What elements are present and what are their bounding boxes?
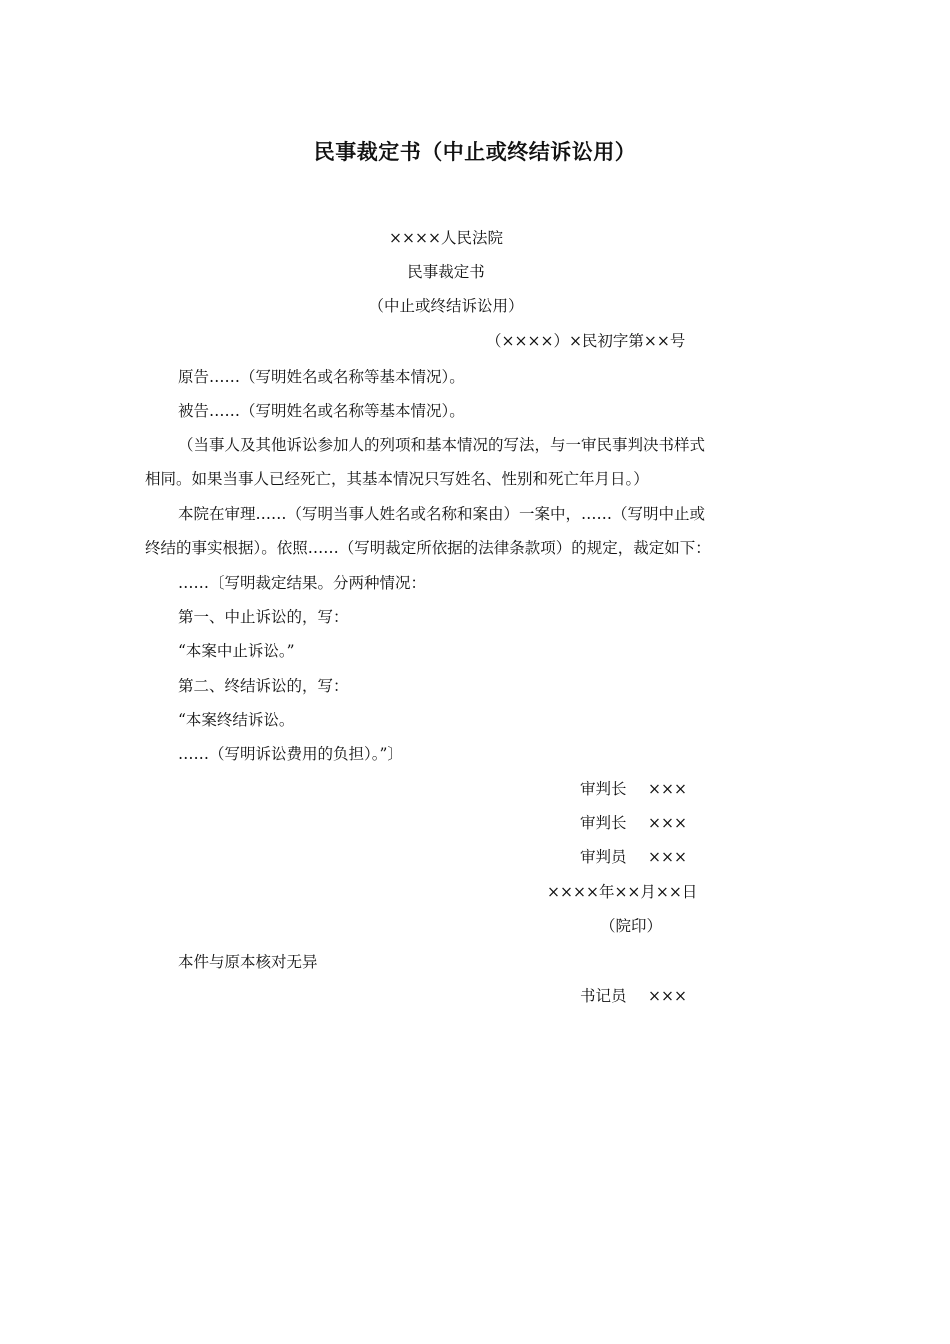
- document-title: 民事裁定书（中止或终结诉讼用）: [313, 139, 637, 164]
- cost-text: ……（写明诉讼费用的负担）。”〕: [178, 745, 403, 763]
- case-number: （××××）×民初字第××号: [486, 332, 686, 350]
- signature-clerk: [580, 985, 687, 1007]
- signature-role: 审判员: [580, 848, 627, 866]
- doc-subtype: （中止或终结诉讼用）: [368, 297, 524, 315]
- body-line-1: 本院在审理……（写明当事人姓名或名称和案由）一案中，……（写明中止或: [178, 505, 706, 523]
- signature-role: 审判长: [580, 814, 627, 832]
- signature-name: ×××: [648, 848, 687, 866]
- signature-role: 书记员: [580, 987, 627, 1005]
- case1-label: 第一、中止诉讼的，写：: [178, 608, 349, 626]
- case1-text: “本案中止诉讼。”: [178, 642, 295, 660]
- result-intro: ……〔写明裁定结果。分两种情况：: [178, 574, 427, 592]
- court-name: ××××人民法院: [389, 229, 503, 247]
- signature-role: 审判长: [580, 780, 627, 798]
- defendant-line: 被告……（写明姓名或名称等基本情况）。: [178, 402, 465, 420]
- signature-name: ×××: [648, 780, 687, 798]
- body-line-2: 终结的事实根据）。依照……（写明裁定所依据的法律条款项）的规定，裁定如下：: [145, 539, 711, 557]
- note-line-2: 相同。如果当事人已经死亡，其基本情况只写姓名、性别和死亡年月日。）: [145, 470, 649, 488]
- court-seal: （院印）: [600, 917, 663, 935]
- note-line-1: （当事人及其他诉讼参加人的列项和基本情况的写法，与一审民事判决书样式: [178, 436, 706, 454]
- signature-presiding-judge-2: [580, 812, 687, 834]
- signature-presiding-judge-1: [580, 778, 687, 800]
- case2-text: “本案终结诉讼。: [178, 711, 295, 729]
- verify-text: 本件与原本核对无异: [178, 953, 318, 971]
- doc-type: 民事裁定书: [407, 263, 485, 281]
- signature-name: ×××: [648, 814, 687, 832]
- case2-label: 第二、终结诉讼的，写：: [178, 677, 349, 695]
- judgment-date: ××××年××月××日: [547, 883, 698, 901]
- signature-judge: [580, 846, 687, 868]
- signature-name: ×××: [648, 987, 687, 1005]
- plaintiff-line: 原告……（写明姓名或名称等基本情况）。: [178, 368, 465, 386]
